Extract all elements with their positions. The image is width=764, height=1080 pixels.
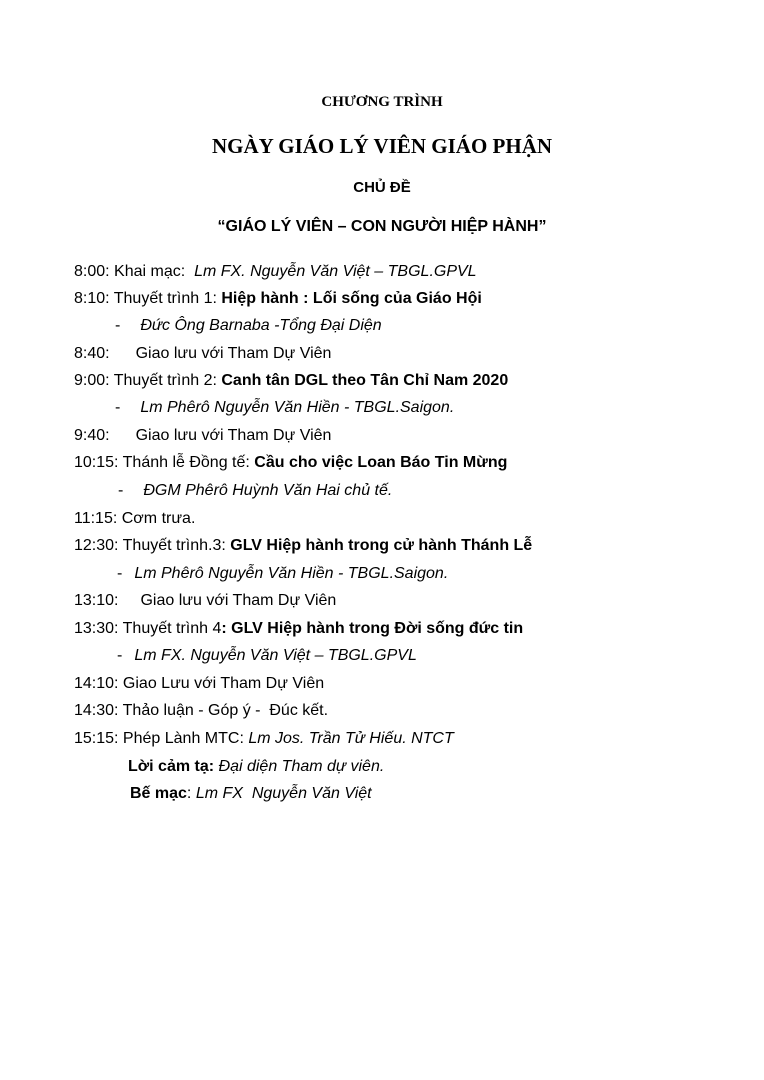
schedule-time-text: 10:15: Thánh lễ Đồng tế: <box>74 454 255 471</box>
schedule-item <box>74 371 508 391</box>
schedule-speaker: Lm FX. Nguyễn Văn Việt – TBGL.GPVL <box>194 263 477 280</box>
thanks-line <box>128 757 384 777</box>
schedule-activity: Giao lưu với Tham Dự Viên <box>140 592 337 609</box>
schedule-item <box>74 536 532 556</box>
schedule-speaker-line <box>117 564 448 584</box>
schedule-speaker-line <box>118 481 392 501</box>
schedule-time-text: 8:00: Khai mạc: <box>74 263 195 280</box>
bullet-dash: - <box>117 647 123 664</box>
schedule-item <box>74 262 477 282</box>
schedule-item <box>74 426 331 446</box>
schedule-time-text: 8:40: <box>74 345 110 362</box>
schedule-topic: Hiệp hành : Lối sống của Giáo Hội <box>221 290 482 307</box>
schedule-time-text: 11:15: Cơm trưa. <box>74 510 196 527</box>
bullet-dash: - <box>115 399 121 416</box>
schedule-speaker: ĐGM Phêrô Huỳnh Văn Hai chủ tế. <box>143 482 393 499</box>
schedule-time-text: 14:10: Giao Lưu với Tham Dự Viên <box>74 675 325 692</box>
schedule-item <box>74 619 523 639</box>
closing-speaker: Lm FX Nguyễn Văn Việt <box>195 785 372 802</box>
closing-label: Bế mạc <box>130 785 187 802</box>
schedule-item <box>74 289 482 309</box>
schedule-time-text: 13:30: Thuyết trình 4 <box>74 620 222 637</box>
schedule-speaker: Lm Phêrô Nguyễn Văn Hiền - TBGL.Saigon. <box>140 399 455 416</box>
bullet-dash: - <box>115 317 121 334</box>
schedule-time-text: 9:00: Thuyết trình 2: <box>74 372 222 389</box>
schedule-time-text: 8:10: Thuyết trình 1: <box>74 290 222 307</box>
program-label: CHƯƠNG TRÌNH <box>321 94 443 110</box>
schedule-time-text: 14:30: Thảo luận - Góp ý - Đúc kết. <box>74 702 329 719</box>
schedule-topic: Canh tân DGL theo Tân Chỉ Nam 2020 <box>221 372 509 389</box>
closing-line <box>130 784 372 804</box>
schedule-item <box>74 701 328 721</box>
schedule-item <box>74 591 336 611</box>
theme-label: CHỦ ĐỀ <box>353 179 411 196</box>
schedule-speaker-line <box>117 646 417 666</box>
schedule-topic: : GLV Hiệp hành trong Đời sống đức tin <box>221 620 524 637</box>
schedule-item <box>74 509 195 529</box>
event-title: NGÀY GIÁO LÝ VIÊN GIÁO PHẬN <box>211 134 553 158</box>
schedule-speaker: Lm Phêrô Nguyễn Văn Hiền - TBGL.Saigon. <box>134 565 449 582</box>
bullet-dash: - <box>117 565 123 582</box>
theme-title: “GIÁO LÝ VIÊN – CON NGƯỜI HIỆP HÀNH” <box>217 218 547 235</box>
schedule-speaker-line <box>115 316 382 336</box>
schedule-activity: Giao lưu với Tham Dự Viên <box>135 427 332 444</box>
schedule-item <box>74 729 454 749</box>
schedule-time-text: 12:30: Thuyết trình.3: <box>74 537 231 554</box>
schedule-speaker: Lm FX. Nguyễn Văn Việt – TBGL.GPVL <box>134 647 417 664</box>
thanks-speaker: Đại diện Tham dự viên. <box>218 758 385 775</box>
schedule-activity: Giao lưu với Tham Dự Viên <box>135 345 332 362</box>
schedule-topic: Cầu cho việc Loan Báo Tin Mừng <box>254 454 508 471</box>
bullet-dash: - <box>118 482 124 499</box>
schedule-time-text: 13:10: <box>74 592 119 609</box>
closing-colon: : <box>186 785 196 802</box>
schedule-time-text: 9:40: <box>74 427 110 444</box>
schedule-item <box>74 674 324 694</box>
schedule-topic: GLV Hiệp hành trong cử hành Thánh Lễ <box>230 537 533 554</box>
schedule-time-text: 15:15: Phép Lành MTC: <box>74 730 249 747</box>
schedule-item <box>74 344 331 364</box>
schedule-speaker: Lm Jos. Trần Tử Hiếu. NTCT <box>248 730 454 747</box>
schedule-speaker: Đức Ông Barnaba -Tổng Đại Diện <box>140 317 382 334</box>
thanks-label: Lời cảm tạ: <box>128 758 219 775</box>
schedule-item <box>74 453 507 473</box>
schedule-speaker-line <box>115 398 454 418</box>
